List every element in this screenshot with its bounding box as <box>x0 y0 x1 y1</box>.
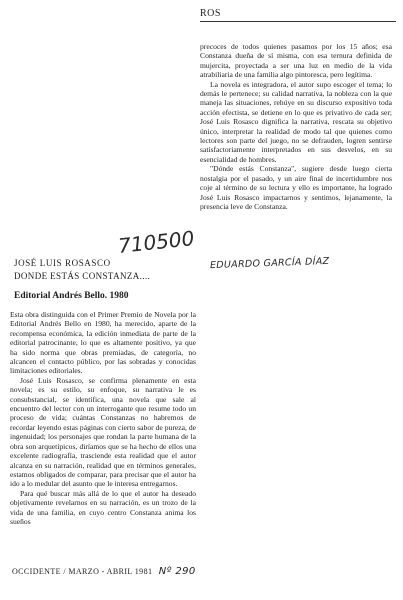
handwritten-reviewer-name: EDUARDO GARCÍA DÍAZ <box>209 255 330 272</box>
page-footer <box>12 566 212 577</box>
footer-text: OCCIDENTE / MARZO - ABRIL 1981 <box>12 567 153 576</box>
section-header: ROS <box>200 8 396 22</box>
left-column <box>10 310 196 526</box>
left-paragraph-3: Para qué buscar más allá de lo que el autor ha deseado objetivamente revelarnos en su narración, es un trozo de la vida de una familia, en cuyo centro Constanza anima los sueños <box>10 488 196 526</box>
review-header <box>14 258 194 301</box>
right-paragraph-2: La novela es integradora, el autor supo escoger el tema; lo demás le pertenece; su calidad narrativa, la nobleza con la que maneja las situaciones, rehúye en su discurso expositivo toda acción efectista, se detiene en lo que es privativo de cada ser; José Luis Rosasco dignifica la narrativa, rescata su objetivo único, interpretar la realidad de modo tal que quienes como lectores son parte del juego, no se defrauden, logren sentirse satisfactoriamente interpretados en sus desvelos, en su esencialidad de hombres. <box>200 79 392 164</box>
handwritten-catalog-number: 710500 <box>116 226 196 258</box>
handwritten-issue-number: Nº 290 <box>158 566 196 577</box>
right-paragraph-3: "Dónde estás Constanza", sugiere desde luego cierta nostalgia por el pasado, y un aire final de incertidumbre nos coje al término de su lectura y ello es importante, ha logrado José Luis Rosasco impactarnos y sentimos, lejanamente, la presencia leve de Constanza. <box>200 164 392 211</box>
left-paragraph-1: Esta obra distinguida con el Primer Premio de Novela por la Editorial Andrés Bello en 1980, ha merecido, aparte de la recompensa económica, la edición inmediata de parte de la editorial patrocinante, lo que es altamente positivo, ya que ha sido norma que obras premiadas, de categoría, no alcancen el contacto público, por las sobradas y conocidas limitaciones editoriales. <box>10 310 196 376</box>
review-book-title: DONDE ESTÁS CONSTANZA.... <box>14 271 151 281</box>
right-column <box>200 42 392 211</box>
review-publisher: Editorial Andrés Bello. 1980 <box>14 291 129 301</box>
left-paragraph-2: José Luis Rosasco, se confirma plenamente en esta novela; es su estilo, su enfoque, su narrativa le es consubstancial, se identifica, una novela que sale al encuentro del lector con un interrogante que resume todo un proceso de vida; cuántas Constanzas no habremos de recordar leyendo estas páginas con cierto sabor de pureza, de ingenuidad; los personajes que rondan la parte humana de la obra son arquetípicos, diríamos que se ha hecho de ellos una excelente radiografía, trasciende esta realidad que el autor alcanza en su narración, realidad que en términos generales, estamos obligados de comparar, para precisar que el autor ha ido a lo medular del asunto que le interesa entregarnos. <box>10 375 196 489</box>
right-paragraph-1: precoces de todos quienes pasamos por los 15 años; esa Constanza dueña de sí misma, con esa ternura definida de mujercita, proyectada a ser una luz en medio de la vida atrabiliaria de una familia algo pintoresca, pero legítima. <box>200 42 392 80</box>
review-author: JOSÉ LUIS ROSASCO <box>14 258 111 268</box>
